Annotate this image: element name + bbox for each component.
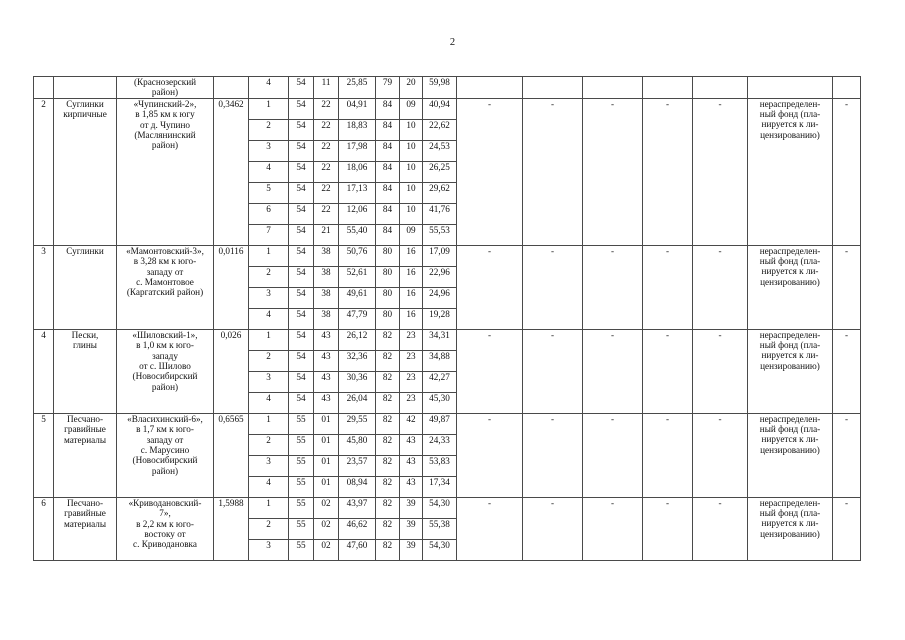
lat-minutes: 22: [314, 203, 339, 224]
lat-degrees: 54: [289, 203, 314, 224]
lat-degrees: 54: [289, 371, 314, 392]
lon-minutes: 23: [400, 329, 423, 350]
location-cell-line: район): [151, 381, 179, 392]
lat-seconds: 18,83: [339, 119, 376, 140]
lat-seconds: 12,06: [339, 203, 376, 224]
dash-cell: -: [833, 413, 861, 497]
dash-cell: -: [457, 497, 523, 560]
location-cell-line: (Новосибирский: [132, 371, 198, 382]
lon-degrees: 82: [376, 497, 400, 518]
location-cell: [117, 497, 214, 560]
lon-minutes: 43: [400, 455, 423, 476]
dash-cell: -: [833, 98, 861, 245]
lon-degrees: 82: [376, 476, 400, 497]
location-cell-line: «Чупинский-2»,: [133, 98, 197, 109]
dash-cell: -: [523, 245, 583, 329]
fund-status-cell-line: нируется к ли-: [761, 518, 819, 529]
lat-minutes: 22: [314, 182, 339, 203]
point-number: 4: [249, 392, 289, 413]
dash-cell: -: [693, 329, 748, 413]
lat-degrees: 54: [289, 140, 314, 161]
lat-degrees: 55: [289, 413, 314, 434]
area-cell: 0,6565: [214, 413, 249, 497]
lon-seconds: 19,28: [423, 308, 457, 329]
point-number: 1: [249, 245, 289, 266]
row-number: 6: [34, 497, 54, 560]
location-cell-line: 7»,: [159, 508, 171, 519]
location-cell-line: западу от: [146, 434, 184, 445]
location-cell-line: с. Криводановка: [133, 539, 197, 550]
lat-degrees: 54: [289, 287, 314, 308]
point-number: 6: [249, 203, 289, 224]
lat-minutes: 01: [314, 434, 339, 455]
lon-minutes: 16: [400, 308, 423, 329]
lon-degrees: 82: [376, 371, 400, 392]
mineral-cell-line: Песчано-: [66, 413, 104, 424]
lon-degrees: 82: [376, 413, 400, 434]
fund-status-cell-line: нируется к ли-: [761, 119, 819, 130]
lon-degrees: 82: [376, 518, 400, 539]
mineral-cell: [54, 497, 117, 560]
dash-cell: -: [523, 497, 583, 560]
lat-seconds: 45,80: [339, 434, 376, 455]
lon-minutes: 10: [400, 182, 423, 203]
lon-seconds: 24,53: [423, 140, 457, 161]
lat-seconds: 25,85: [339, 77, 376, 99]
empty-cell: [583, 77, 643, 99]
lat-degrees: 55: [289, 518, 314, 539]
lon-minutes: 39: [400, 518, 423, 539]
dash-cell: -: [457, 98, 523, 245]
point-number: 2: [249, 518, 289, 539]
mineral-cell-line: Пески,: [71, 329, 99, 340]
lon-minutes: 09: [400, 98, 423, 119]
mineral-cell-line: материалы: [63, 434, 107, 445]
table-row: [34, 77, 861, 99]
dash-cell: -: [583, 245, 643, 329]
location-cell-line: с. Марусино: [140, 445, 190, 456]
lat-degrees: 55: [289, 476, 314, 497]
location-cell-line: в 3,28 км к юго-: [133, 256, 197, 267]
point-number: 4: [249, 161, 289, 182]
lon-degrees: 82: [376, 455, 400, 476]
lat-degrees: 54: [289, 392, 314, 413]
lon-minutes: 10: [400, 203, 423, 224]
lat-seconds: 46,62: [339, 518, 376, 539]
lat-minutes: 38: [314, 308, 339, 329]
lon-degrees: 82: [376, 434, 400, 455]
mineral-cell: [54, 245, 117, 329]
lon-degrees: 84: [376, 224, 400, 245]
lat-seconds: 26,04: [339, 392, 376, 413]
empty-cell: [523, 77, 583, 99]
point-number: 3: [249, 287, 289, 308]
lat-minutes: 01: [314, 476, 339, 497]
lat-degrees: 54: [289, 266, 314, 287]
dash-cell: -: [643, 98, 693, 245]
lat-seconds: 29,55: [339, 413, 376, 434]
lon-seconds: 34,31: [423, 329, 457, 350]
area-cell: 1,5988: [214, 497, 249, 560]
lat-seconds: 32,36: [339, 350, 376, 371]
fund-status-cell: [748, 329, 833, 413]
dash-cell: -: [643, 413, 693, 497]
location-cell: [117, 329, 214, 413]
lat-seconds: 47,79: [339, 308, 376, 329]
dash-cell: -: [643, 329, 693, 413]
mineral-cell: [54, 413, 117, 497]
location-cell-line: (Каргатский район): [126, 287, 204, 298]
lat-minutes: 22: [314, 98, 339, 119]
lat-minutes: 38: [314, 287, 339, 308]
mineral-cell-line: кирпичные: [63, 109, 107, 120]
lon-degrees: 84: [376, 203, 400, 224]
point-number: 3: [249, 539, 289, 560]
lat-minutes: 43: [314, 329, 339, 350]
lon-minutes: 10: [400, 140, 423, 161]
lon-seconds: 17,34: [423, 476, 457, 497]
lon-degrees: 84: [376, 182, 400, 203]
mineral-cell-line: Песчано-: [66, 497, 104, 508]
lat-degrees: 54: [289, 350, 314, 371]
lat-degrees: 54: [289, 161, 314, 182]
lon-minutes: 16: [400, 266, 423, 287]
point-number: 2: [249, 350, 289, 371]
row-number: 3: [34, 245, 54, 329]
lon-minutes: 23: [400, 350, 423, 371]
lon-degrees: 80: [376, 266, 400, 287]
dash-cell: -: [583, 98, 643, 245]
dash-cell: -: [693, 245, 748, 329]
fund-status-cell-line: цензированию): [760, 129, 820, 140]
fund-status-cell-line: ный фонд (пла-: [759, 256, 821, 267]
dash-cell: -: [457, 329, 523, 413]
row-number: 5: [34, 413, 54, 497]
lon-degrees: 80: [376, 287, 400, 308]
lat-degrees: 54: [289, 119, 314, 140]
lat-seconds: 52,61: [339, 266, 376, 287]
lat-minutes: 01: [314, 413, 339, 434]
point-number: 2: [249, 434, 289, 455]
mineral-cell-line: гравийные: [64, 424, 106, 435]
lat-degrees: 55: [289, 434, 314, 455]
point-number: 1: [249, 98, 289, 119]
lon-seconds: 41,76: [423, 203, 457, 224]
mineral-cell-line: Суглинки: [66, 245, 104, 256]
lon-seconds: 40,94: [423, 98, 457, 119]
location-cell-line: (Маслянинский: [134, 130, 196, 141]
lat-degrees: 55: [289, 539, 314, 560]
location-cell-line: западу: [152, 350, 178, 361]
lat-minutes: 22: [314, 140, 339, 161]
lat-degrees: 55: [289, 455, 314, 476]
lon-seconds: 42,27: [423, 371, 457, 392]
lat-seconds: 55,40: [339, 224, 376, 245]
area-cell: 0,3462: [214, 98, 249, 245]
mineral-cell-line: материалы: [63, 518, 107, 529]
lon-minutes: 23: [400, 371, 423, 392]
lat-degrees: 54: [289, 98, 314, 119]
row-number: 4: [34, 329, 54, 413]
lon-degrees: 84: [376, 98, 400, 119]
dash-cell: -: [457, 245, 523, 329]
lon-minutes: 16: [400, 287, 423, 308]
fund-status-cell-line: нируется к ли-: [761, 434, 819, 445]
fund-status-cell-line: нераспределен-: [759, 497, 821, 508]
point-number: 1: [249, 497, 289, 518]
table-row: [34, 497, 861, 518]
lon-minutes: 39: [400, 539, 423, 560]
lat-seconds: 17,13: [339, 182, 376, 203]
row-number: 2: [34, 98, 54, 245]
location-cell-line: «Криводановский-: [128, 497, 202, 508]
lat-seconds: 47,60: [339, 539, 376, 560]
lat-degrees: 54: [289, 245, 314, 266]
fund-status-cell: [748, 245, 833, 329]
lon-seconds: 24,96: [423, 287, 457, 308]
lat-minutes: 43: [314, 350, 339, 371]
point-number: 1: [249, 329, 289, 350]
fund-status-cell: [748, 413, 833, 497]
lon-degrees: 84: [376, 119, 400, 140]
point-number: 4: [249, 77, 289, 99]
lat-minutes: 02: [314, 518, 339, 539]
lat-minutes: 01: [314, 455, 339, 476]
location-cell-line: (Краснозерский: [133, 77, 197, 87]
point-number: 2: [249, 119, 289, 140]
lat-minutes: 02: [314, 539, 339, 560]
dash-cell: -: [583, 329, 643, 413]
lon-seconds: 34,88: [423, 350, 457, 371]
lat-minutes: 22: [314, 161, 339, 182]
lon-degrees: 82: [376, 392, 400, 413]
mineral-cell: [54, 77, 117, 99]
fund-status-cell-line: нераспределен-: [759, 413, 821, 424]
lat-degrees: 54: [289, 182, 314, 203]
dash-cell: -: [693, 98, 748, 245]
lat-minutes: 38: [314, 266, 339, 287]
lon-minutes: 23: [400, 392, 423, 413]
lon-degrees: 79: [376, 77, 400, 99]
lon-seconds: 53,83: [423, 455, 457, 476]
point-number: 7: [249, 224, 289, 245]
location-cell-line: с. Мамонтовое: [136, 277, 194, 288]
lat-degrees: 55: [289, 497, 314, 518]
empty-cell: [457, 77, 523, 99]
location-cell-line: «Шиловский-1»,: [132, 329, 198, 340]
dash-cell: -: [583, 413, 643, 497]
dash-cell: -: [457, 413, 523, 497]
lon-degrees: 84: [376, 161, 400, 182]
location-cell: [117, 77, 214, 99]
page-number: 2: [449, 37, 456, 48]
lon-seconds: 55,38: [423, 518, 457, 539]
fund-status-cell-line: нераспределен-: [759, 98, 821, 109]
fund-status-cell-line: нируется к ли-: [761, 266, 819, 277]
lat-seconds: 26,12: [339, 329, 376, 350]
fund-status-cell-line: ный фонд (пла-: [759, 340, 821, 351]
point-number: 3: [249, 455, 289, 476]
location-cell-line: в 1,85 км к югу: [135, 109, 195, 120]
point-number: 3: [249, 371, 289, 392]
lat-minutes: 22: [314, 119, 339, 140]
dash-cell: -: [643, 245, 693, 329]
empty-cell: [693, 77, 748, 99]
lat-seconds: 30,36: [339, 371, 376, 392]
fund-status-cell-line: ный фонд (пла-: [759, 424, 821, 435]
empty-cell: [748, 77, 833, 99]
dash-cell: -: [833, 497, 861, 560]
lon-seconds: 59,98: [423, 77, 457, 99]
location-cell-line: (Новосибирский: [132, 455, 198, 466]
dash-cell: -: [833, 329, 861, 413]
lat-minutes: 43: [314, 392, 339, 413]
lon-seconds: 22,96: [423, 266, 457, 287]
lon-seconds: 54,30: [423, 539, 457, 560]
fund-status-cell: [748, 497, 833, 560]
dash-cell: -: [523, 413, 583, 497]
fund-status-cell-line: нируется к ли-: [761, 350, 819, 361]
empty-cell: [833, 77, 861, 99]
mineral-cell-line: гравийные: [64, 508, 106, 519]
location-cell-line: район): [151, 140, 179, 151]
location-cell-line: западу от: [146, 266, 184, 277]
dash-cell: -: [693, 413, 748, 497]
fund-status-cell-line: цензированию): [760, 360, 820, 371]
location-cell-line: от с. Шилово: [139, 361, 191, 372]
location-cell-line: район): [151, 465, 179, 476]
fund-status-cell-line: цензированию): [760, 528, 820, 539]
lat-minutes: 02: [314, 497, 339, 518]
location-cell-line: востоку от: [144, 529, 186, 540]
lon-minutes: 16: [400, 245, 423, 266]
lon-seconds: 55,53: [423, 224, 457, 245]
lat-degrees: 54: [289, 329, 314, 350]
lon-minutes: 09: [400, 224, 423, 245]
dash-cell: -: [693, 497, 748, 560]
location-cell-line: в 2,2 км к юго-: [136, 518, 194, 529]
lon-degrees: 82: [376, 350, 400, 371]
table-row: [34, 413, 861, 434]
lon-degrees: 82: [376, 539, 400, 560]
location-cell-line: в 1,7 км к юго-: [136, 424, 194, 435]
location-cell-line: от д. Чупино: [140, 119, 190, 130]
location-cell: [117, 413, 214, 497]
location-cell-line: в 1,0 км к юго-: [136, 340, 194, 351]
area-cell: 0,026: [214, 329, 249, 413]
lat-seconds: 23,57: [339, 455, 376, 476]
lon-seconds: 17,09: [423, 245, 457, 266]
mineral-cell-line: Суглинки: [66, 98, 104, 109]
lat-seconds: 49,61: [339, 287, 376, 308]
fund-status-cell-line: ный фонд (пла-: [759, 109, 821, 120]
fund-status-cell-line: цензированию): [760, 276, 820, 287]
point-number: 5: [249, 182, 289, 203]
dash-cell: -: [643, 497, 693, 560]
dash-cell: -: [523, 98, 583, 245]
point-number: 3: [249, 140, 289, 161]
lat-minutes: 11: [314, 77, 339, 99]
lon-minutes: 10: [400, 161, 423, 182]
fund-status-cell: [748, 98, 833, 245]
lon-minutes: 43: [400, 476, 423, 497]
lat-degrees: 54: [289, 77, 314, 99]
lat-seconds: 43,97: [339, 497, 376, 518]
lon-minutes: 39: [400, 497, 423, 518]
lon-seconds: 24,33: [423, 434, 457, 455]
lat-seconds: 50,76: [339, 245, 376, 266]
location-cell: [117, 98, 214, 245]
area-cell: 0,0116: [214, 245, 249, 329]
lon-minutes: 42: [400, 413, 423, 434]
lat-seconds: 04,91: [339, 98, 376, 119]
lon-seconds: 26,25: [423, 161, 457, 182]
dash-cell: -: [833, 245, 861, 329]
point-number: 4: [249, 476, 289, 497]
point-number: 1: [249, 413, 289, 434]
mineral-cell: [54, 329, 117, 413]
lon-seconds: 49,87: [423, 413, 457, 434]
lon-degrees: 80: [376, 245, 400, 266]
lat-seconds: 18,06: [339, 161, 376, 182]
point-number: 4: [249, 308, 289, 329]
lon-seconds: 22,62: [423, 119, 457, 140]
location-cell: [117, 245, 214, 329]
lon-degrees: 84: [376, 140, 400, 161]
fund-status-cell-line: нераспределен-: [759, 329, 821, 340]
table-row: [34, 245, 861, 266]
location-cell-line: «Мамонтовский-3»,: [126, 245, 204, 256]
lon-minutes: 20: [400, 77, 423, 99]
lat-degrees: 54: [289, 308, 314, 329]
mineral-cell: [54, 98, 117, 245]
row-number: [34, 77, 54, 99]
lon-seconds: 29,62: [423, 182, 457, 203]
dash-cell: -: [583, 497, 643, 560]
lon-minutes: 43: [400, 434, 423, 455]
location-cell-line: район): [151, 87, 179, 98]
lat-minutes: 21: [314, 224, 339, 245]
lon-degrees: 80: [376, 308, 400, 329]
lat-seconds: 08,94: [339, 476, 376, 497]
deposits-table: [33, 76, 861, 561]
empty-cell: [643, 77, 693, 99]
lat-seconds: 17,98: [339, 140, 376, 161]
fund-status-cell-line: цензированию): [760, 444, 820, 455]
location-cell-line: «Власихинский-6»,: [127, 413, 203, 424]
fund-status-cell-line: нераспределен-: [759, 245, 821, 256]
dash-cell: -: [523, 329, 583, 413]
mineral-cell-line: глины: [73, 340, 97, 351]
lat-degrees: 54: [289, 224, 314, 245]
table-row: [34, 98, 861, 119]
lat-minutes: 43: [314, 371, 339, 392]
point-number: 2: [249, 266, 289, 287]
lon-seconds: 54,30: [423, 497, 457, 518]
table-row: [34, 329, 861, 350]
lon-degrees: 82: [376, 329, 400, 350]
lon-seconds: 45,30: [423, 392, 457, 413]
fund-status-cell-line: ный фонд (пла-: [759, 508, 821, 519]
lon-minutes: 10: [400, 119, 423, 140]
lat-minutes: 38: [314, 245, 339, 266]
area-cell: [214, 77, 249, 99]
